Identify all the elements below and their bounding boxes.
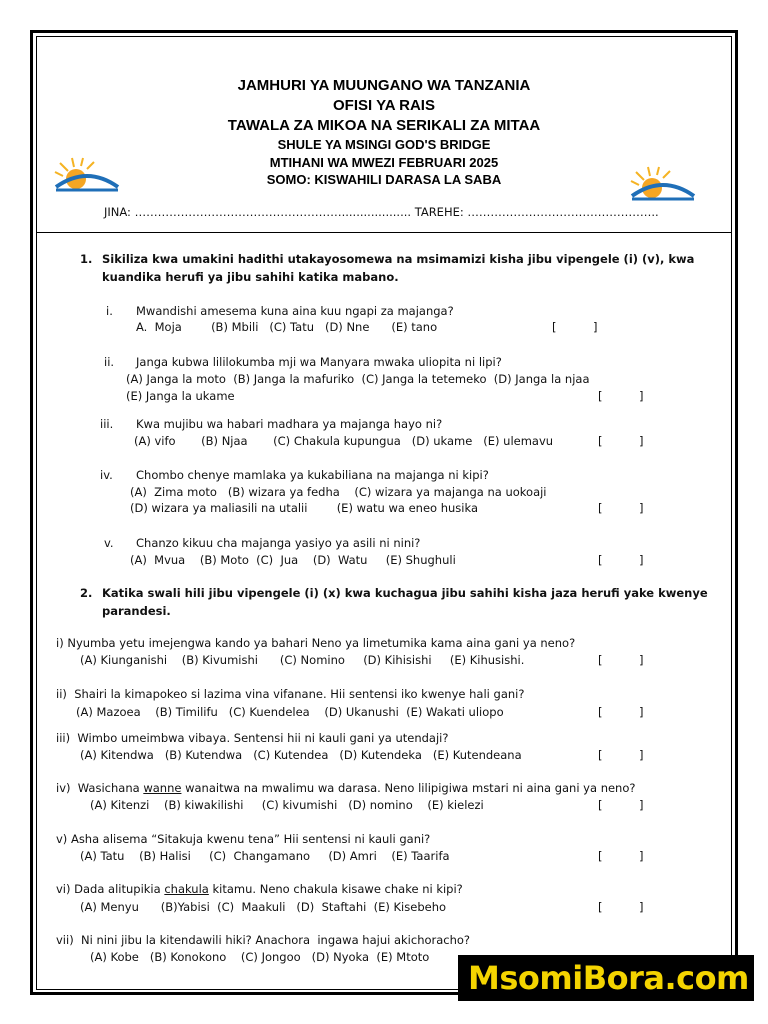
q2-item-4-underlined-word: wanne [143,781,182,795]
q1-item-2-question: Janga kubwa lililokumba mji wa Manyara mwaka uliopita ni lipi? [136,355,502,369]
q1-item-3-numeral: iii. [100,417,114,431]
header-line-5: MTIHANI WA MWEZI FEBRUARI 2025 [269,155,499,170]
q1-item-1-numeral: i. [106,304,113,318]
question-2-number: 2. [80,586,93,600]
q1-item-5-answer-bracket[interactable]: [ ] [598,553,644,567]
question-2-text: Katika swali hili jibu vipengele (i) (x) kwa kuchagua jibu sahihi kisha jaza herufi yake kwenye parandesi. [102,586,708,618]
q1-item-3-question: Kwa mujibu wa habari madhara ya majanga hayo ni? [136,417,443,431]
q1-item-1-options: A. Moja (B) Mbili (C) Tatu (D) Nne (E) tano [136,320,438,334]
q2-item-3-answer-bracket[interactable]: [ ] [598,748,644,762]
q1-item-4-options-line-2: (D) wizara ya maliasili na utalii (E) watu wa eneo husika [130,501,478,515]
q2-item-5-answer-bracket[interactable]: [ ] [598,849,644,863]
q2-item-5-options: (A) Tatu (B) Halisi (C) Changamano (D) Amri (E) Taarifa [80,849,450,863]
q2-item-7-question: vii) Ni nini jibu la kitendawili hiki? Anachora ingawa hajui akichoracho? [56,933,471,947]
header-line-3: TAWALA ZA MIKOA NA SERIKALI ZA MITAA [227,117,541,134]
q1-item-1-question: Mwandishi amesema kuna aina kuu ngapi za majanga? [136,304,454,318]
header-line-1: JAMHURI YA MUUNGANO WA TANZANIA [237,77,531,94]
q1-item-4-options-line-1: (A) Zima moto (B) wizara ya fedha (C) wizara ya majanga na uokoaji [130,485,547,499]
msomibora-watermark: MsomiBora.com [458,955,754,1001]
q1-item-2-options-line-2: (E) Janga la ukame [126,389,235,403]
q2-item-2-options: (A) Mazoea (B) Timilifu (C) Kuendelea (D) Ukanushi (E) Wakati uliopo [76,705,504,719]
q2-item-6-options: (A) Menyu (B)Yabisi (C) Maakuli (D) Staftahi (E) Kisebeho [80,900,447,914]
q1-item-3-options: (A) vifo (B) Njaa (C) Chakula kupungua (D) ukame (E) ulemavu [134,434,554,448]
q2-item-1-question: i) Nyumba yetu imejengwa kando ya bahari Neno ya limetumika kama aina gani ya neno? [56,636,576,650]
q2-item-5-question: v) Asha alisema “Sitakuja kwenu tena” Hii sentensi ni kauli gani? [56,832,431,846]
q2-item-4-question-end: wanaitwa na mwalimu wa darasa. Neno lilipigiwa mstari ni aina gani ya neno? [181,781,636,795]
sunrise-bridge-logo-left [54,157,120,193]
q1-item-4-answer-bracket[interactable]: [ ] [598,501,644,515]
q1-item-2-options-line-1: (A) Janga la moto (B) Janga la mafuriko (C) Janga la tetemeko (D) Janga la njaa [126,372,590,386]
q2-item-1-options: (A) Kiunganishi (B) Kivumishi (C) Nomino (D) Kihisishi (E) Kihusishi. [80,653,525,667]
q2-item-4-question-start: iv) Wasichana [56,781,144,795]
sunrise-bridge-logo-right [630,166,696,202]
header-line-2: OFISI YA RAIS [333,97,435,114]
question-2-instructions [80,584,724,620]
q2-item-4-answer-bracket[interactable]: [ ] [598,798,644,812]
q2-item-1-answer-bracket[interactable]: [ ] [598,653,644,667]
q2-item-6-answer-bracket[interactable]: [ ] [598,900,644,914]
q2-item-6-question [56,882,463,896]
q1-item-5-options: (A) Mvua (B) Moto (C) Jua (D) Watu (E) Shughuli [130,553,456,567]
q1-item-2-numeral: ii. [104,355,115,369]
q2-item-2-answer-bracket[interactable]: [ ] [598,705,644,719]
q2-item-6-underlined-word: chakula [164,882,209,896]
q2-item-2-question: ii) Shairi la kimapokeo si lazima vina vifanane. Hii sentensi iko kwenye hali gani? [56,687,525,701]
q1-item-5-numeral: v. [104,536,114,550]
q1-item-1-answer-bracket[interactable]: [ ] [552,320,598,334]
q2-item-4-options: (A) Kitenzi (B) kiwakilishi (C) kivumishi (D) nomino (E) kielezi [90,798,484,812]
header-line-6: SOMO: KISWAHILI DARASA LA SABA [266,172,502,187]
q1-item-3-answer-bracket[interactable]: [ ] [598,434,644,448]
q2-item-7-options: (A) Kobe (B) Konokono (C) Jongoo (D) Nyoka (E) Mtoto [90,950,430,964]
q2-item-6-question-end: kitamu. Neno chakula kisawe chake ni kipi? [208,882,463,896]
header-line-4: SHULE YA MSINGI GOD'S BRIDGE [277,137,491,152]
q2-item-6-question-start: vi) Dada alitupikia [56,882,165,896]
question-1-instructions [80,250,724,286]
q1-item-4-question: Chombo chenye mamlaka ya kukabiliana na majanga ni kipi? [136,468,489,482]
question-1-number: 1. [80,252,93,266]
header-divider [36,232,732,233]
q1-item-5-question: Chanzo kikuu cha majanga yasiyo ya asili ni nini? [136,536,421,550]
q2-item-3-options: (A) Kitendwa (B) Kutendwa (C) Kutendea (D) Kutendeka (E) Kutendeana [80,748,522,762]
q2-item-4-question [56,781,635,795]
q1-item-2-answer-bracket[interactable]: [ ] [598,389,644,403]
name-date-line: JINA: ………………………………………………................... TAREHE: ………………………………………….. [104,205,659,219]
q2-item-3-question: iii) Wimbo umeimbwa vibaya. Sentensi hii ni kauli gani ya utendaji? [56,731,449,745]
q1-item-4-numeral: iv. [100,468,113,482]
question-1-text: Sikiliza kwa umakini hadithi utakayosomewa na msimamizi kisha jibu vipengele (i) (v), kwa kuandika herufi ya jibu sahihi katika mabano. [102,252,695,284]
